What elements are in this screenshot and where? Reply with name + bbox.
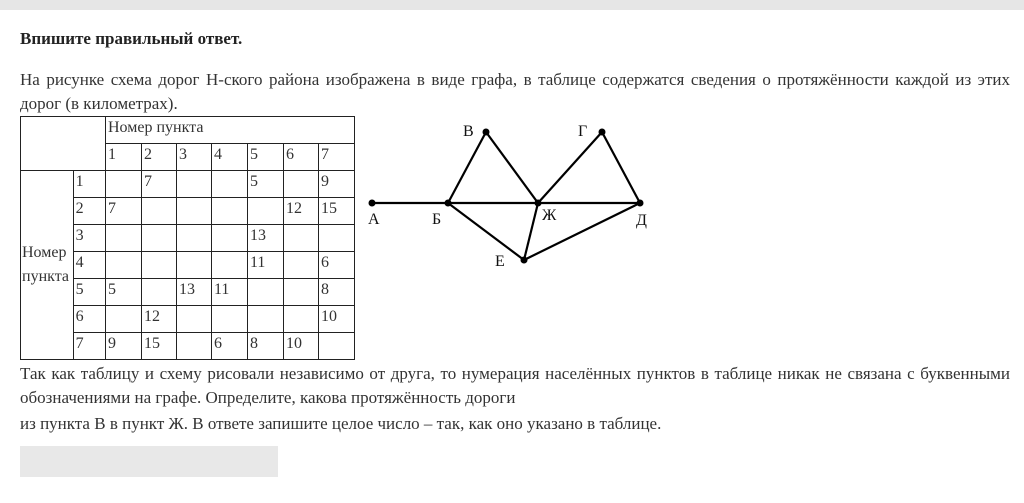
graph-edge xyxy=(602,132,640,203)
graph-node-label: Г xyxy=(578,123,588,140)
graph-nodes xyxy=(369,129,644,264)
distance-table xyxy=(20,116,355,360)
table-cell: 13 xyxy=(177,279,212,306)
table-cell: 7 xyxy=(142,171,177,198)
table-cell xyxy=(106,306,142,333)
task-heading: Впишите правильный ответ. xyxy=(20,29,243,48)
table-cell: 10 xyxy=(284,333,319,360)
graph-edge xyxy=(448,203,524,260)
row-label-cell: 4 xyxy=(73,252,105,279)
table-cell: 6 xyxy=(212,333,248,360)
table-cell: 9 xyxy=(319,171,355,198)
table-cell xyxy=(106,171,142,198)
table-cell: 5 xyxy=(248,171,284,198)
graph-node-label: В xyxy=(463,123,474,140)
table-cell xyxy=(177,171,212,198)
row-label-cell: 7 xyxy=(73,333,105,360)
row-label-cell: 2 xyxy=(73,198,105,225)
table-cell: 12 xyxy=(284,198,319,225)
table-cell xyxy=(319,333,355,360)
table-cell: 10 xyxy=(319,306,355,333)
col-header-cell: 1 xyxy=(106,144,142,171)
answer-input[interactable] xyxy=(20,446,278,477)
row-label-cell: 6 xyxy=(73,306,105,333)
graph-node xyxy=(535,200,542,207)
col-header-cell: 6 xyxy=(284,144,319,171)
col-header-cell: 5 xyxy=(248,144,284,171)
table-cell xyxy=(212,225,248,252)
graph-edge xyxy=(524,203,538,260)
graph-node xyxy=(483,129,490,136)
row-label-cell: 1 xyxy=(73,171,105,198)
table-cell xyxy=(142,279,177,306)
table-cell xyxy=(106,225,142,252)
row-label-cell: 3 xyxy=(73,225,105,252)
graph-node-label: А xyxy=(368,211,380,228)
top-bar xyxy=(0,0,1024,10)
graph-node-label: Б xyxy=(432,211,442,228)
table-cell: 6 xyxy=(319,252,355,279)
table-cell: 8 xyxy=(319,279,355,306)
table-cell: 11 xyxy=(248,252,284,279)
graph-edge xyxy=(448,132,486,203)
graph-node xyxy=(445,200,452,207)
graph-node-label: Ж xyxy=(542,207,557,224)
table-cell xyxy=(142,252,177,279)
table-cell xyxy=(177,333,212,360)
road-graph xyxy=(360,115,660,275)
table-cell xyxy=(212,198,248,225)
row-label-cell: 5 xyxy=(73,279,105,306)
table-cell: 7 xyxy=(106,198,142,225)
table-cell: 12 xyxy=(142,306,177,333)
table-cell xyxy=(177,252,212,279)
table-row-header: Номер пункта xyxy=(21,171,74,360)
table-cell xyxy=(177,306,212,333)
table-cell xyxy=(248,279,284,306)
table-cell xyxy=(248,306,284,333)
task-question: из пункта В в пункт Ж. В ответе запишите целое число – так, как оно указано в таблице. xyxy=(20,414,662,433)
table-row xyxy=(21,171,355,198)
table-cell: 13 xyxy=(248,225,284,252)
table-cell xyxy=(212,252,248,279)
col-header-cell: 3 xyxy=(177,144,212,171)
graph-edge xyxy=(486,132,538,203)
table-cell xyxy=(177,225,212,252)
table-corner-cell xyxy=(21,117,106,171)
table-cell: 5 xyxy=(106,279,142,306)
table-cell xyxy=(106,252,142,279)
table-cell xyxy=(284,225,319,252)
table-cell xyxy=(284,279,319,306)
graph-node-label: Е xyxy=(495,253,505,270)
table-cell xyxy=(212,171,248,198)
table-cell: 9 xyxy=(106,333,142,360)
col-header-cell: 2 xyxy=(142,144,177,171)
table-col-header: Номер пункта xyxy=(106,117,355,144)
table-cell xyxy=(284,171,319,198)
table-cell: 15 xyxy=(142,333,177,360)
col-header-cell: 7 xyxy=(319,144,355,171)
table-cell xyxy=(177,198,212,225)
task-description: На рисунке схема дорог Н-ского района изображена в виде графа, в таблице содержатся сведения о протяжённости каждой из этих дорог (в километрах). xyxy=(20,70,1010,113)
table-cell xyxy=(319,225,355,252)
graph-edge xyxy=(538,132,602,203)
graph-edges xyxy=(372,132,640,260)
table-cell: 15 xyxy=(319,198,355,225)
table-cell xyxy=(284,252,319,279)
graph-node xyxy=(369,200,376,207)
table-cell xyxy=(284,306,319,333)
graph-node-label: Д xyxy=(636,212,647,229)
table-cell: 11 xyxy=(212,279,248,306)
table-cell xyxy=(212,306,248,333)
graph-node xyxy=(637,200,644,207)
table-cell xyxy=(142,198,177,225)
table-cell xyxy=(248,198,284,225)
task-explanation: Так как таблицу и схему рисовали независимо от друга, то нумерация населённых пунктов в таблице никак не связана с буквенными обозначениями на графе. Определите, какова протяжённость дороги xyxy=(20,364,1010,407)
table-cell xyxy=(142,225,177,252)
graph-node xyxy=(521,257,528,264)
col-header-cell: 4 xyxy=(212,144,248,171)
graph-node xyxy=(599,129,606,136)
table-cell: 8 xyxy=(248,333,284,360)
